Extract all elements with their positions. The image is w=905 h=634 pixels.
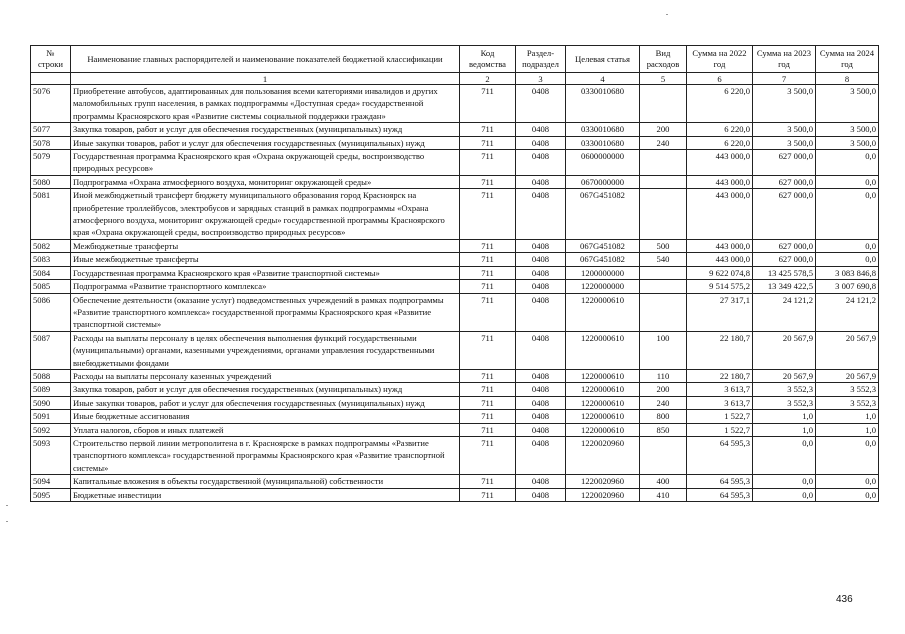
row-number: 5087: [31, 331, 71, 369]
header-section: Раздел-подраздел: [516, 46, 566, 73]
table-row: [31, 423, 879, 436]
section-code: 0408: [516, 123, 566, 136]
section-code: 0408: [516, 175, 566, 188]
expense-type: 110: [640, 369, 687, 382]
amount-2024: 24 121,2: [816, 293, 879, 331]
row-name: Иные бюджетные ассигнования: [71, 410, 460, 423]
department-code: 711: [460, 383, 516, 396]
expense-type: [640, 85, 687, 123]
department-code: 711: [460, 280, 516, 293]
expense-type: 400: [640, 475, 687, 488]
row-name: Расходы на выплаты персоналу в целях обеспечения выполнения функций государственными (муниципальными) органами, казенными учреждениями, органами управления государственными внебюджетными фондами: [71, 331, 460, 369]
target-article: 1220020960: [566, 475, 640, 488]
expense-type: [640, 175, 687, 188]
table-row: [31, 266, 879, 279]
target-article: 0330010680: [566, 85, 640, 123]
section-code: 0408: [516, 396, 566, 409]
amount-2022: 1 522,7: [687, 423, 753, 436]
target-article: 0600000000: [566, 150, 640, 176]
header-amount-2024: Сумма на 2024 год: [816, 46, 879, 73]
department-code: 711: [460, 253, 516, 266]
amount-2022: 1 522,7: [687, 410, 753, 423]
amount-2024: 3 552,3: [816, 396, 879, 409]
amount-2022: 443 000,0: [687, 150, 753, 176]
row-number: 5079: [31, 150, 71, 176]
row-name: Иной межбюджетный трансферт бюджету муниципального образования город Красноярск на приобретение троллейбусов, электробусов и зарядных станций в рамках подпрограммы «Охрана атмосферного воздуха, мониторинг окружающей среды» государственной программы Красноярского края «Охрана окружающей среды, воспроизводство природных ресурсов»: [71, 189, 460, 240]
row-name: Иные межбюджетные трансферты: [71, 253, 460, 266]
expense-type: [640, 189, 687, 240]
section-code: 0408: [516, 331, 566, 369]
row-number: 5088: [31, 369, 71, 382]
section-code: 0408: [516, 488, 566, 501]
row-name: Уплата налогов, сборов и иных платежей: [71, 423, 460, 436]
row-number: 5076: [31, 85, 71, 123]
department-code: 711: [460, 488, 516, 501]
amount-2022: 443 000,0: [687, 239, 753, 252]
amount-2024: 3 500,0: [816, 123, 879, 136]
target-article: 1220000000: [566, 280, 640, 293]
row-number: 5083: [31, 253, 71, 266]
amount-2023: 1,0: [753, 423, 816, 436]
section-code: 0408: [516, 150, 566, 176]
table-row: [31, 436, 879, 474]
column-index: 3: [516, 73, 566, 85]
amount-2023: 24 121,2: [753, 293, 816, 331]
target-article: 1220020960: [566, 436, 640, 474]
table-row: [31, 150, 879, 176]
amount-2023: 20 567,9: [753, 369, 816, 382]
table-row: [31, 123, 879, 136]
row-name: Строительство первой линии метрополитена в г. Красноярске в рамках подпрограммы «Развитие транспортного комплекса» государственной программы Красноярского края «Развитие транспортной системы»: [71, 436, 460, 474]
section-code: 0408: [516, 266, 566, 279]
department-code: 711: [460, 423, 516, 436]
section-code: 0408: [516, 475, 566, 488]
section-code: 0408: [516, 383, 566, 396]
amount-2023: 3 500,0: [753, 123, 816, 136]
expense-type: 540: [640, 253, 687, 266]
row-number: 5092: [31, 423, 71, 436]
target-article: 1220000610: [566, 423, 640, 436]
table-row: [31, 331, 879, 369]
target-article: 0330010680: [566, 123, 640, 136]
target-article: 1220000610: [566, 369, 640, 382]
amount-2022: 22 180,7: [687, 369, 753, 382]
column-index: 6: [687, 73, 753, 85]
header-department-code: Код ведомства: [460, 46, 516, 73]
section-code: 0408: [516, 369, 566, 382]
row-name: Подпрограмма «Охрана атмосферного воздуха, мониторинг окружающей среды»: [71, 175, 460, 188]
section-code: 0408: [516, 239, 566, 252]
amount-2024: 0,0: [816, 488, 879, 501]
amount-2024: 20 567,9: [816, 369, 879, 382]
target-article: 1220000610: [566, 383, 640, 396]
amount-2024: 1,0: [816, 423, 879, 436]
department-code: 711: [460, 239, 516, 252]
table-row: [31, 189, 879, 240]
expense-type: [640, 436, 687, 474]
table-row: [31, 396, 879, 409]
amount-2022: 6 220,0: [687, 136, 753, 149]
department-code: 711: [460, 396, 516, 409]
amount-2022: 3 613,7: [687, 396, 753, 409]
expense-type: [640, 266, 687, 279]
header-row: [31, 46, 879, 73]
amount-2023: 13 425 578,5: [753, 266, 816, 279]
row-name: Государственная программа Красноярского края «Охрана окружающей среды, воспроизводство природных ресурсов»: [71, 150, 460, 176]
target-article: 067G451082: [566, 253, 640, 266]
column-index: 8: [816, 73, 879, 85]
row-name: Обеспечение деятельности (оказание услуг) подведомственных учреждений в рамках подпрограммы «Развитие транспортного комплекса» государственной программы Красноярского края «Развитие транспортной системы»: [71, 293, 460, 331]
amount-2023: 1,0: [753, 410, 816, 423]
header-name: Наименование главных распорядителей и наименование показателей бюджетной классификации: [71, 46, 460, 73]
department-code: 711: [460, 150, 516, 176]
amount-2024: 0,0: [816, 475, 879, 488]
target-article: 1220020960: [566, 488, 640, 501]
row-name: Иные закупки товаров, работ и услуг для обеспечения государственных (муниципальных) нужд: [71, 136, 460, 149]
table-row: [31, 369, 879, 382]
row-number: 5090: [31, 396, 71, 409]
amount-2023: 627 000,0: [753, 239, 816, 252]
expense-type: 850: [640, 423, 687, 436]
expense-type: 500: [640, 239, 687, 252]
section-code: 0408: [516, 410, 566, 423]
target-article: 0670000000: [566, 175, 640, 188]
table-row: [31, 253, 879, 266]
amount-2024: 0,0: [816, 253, 879, 266]
target-article: 067G451082: [566, 189, 640, 240]
column-index: 1: [71, 73, 460, 85]
section-code: 0408: [516, 436, 566, 474]
budget-table: [30, 45, 879, 502]
section-code: 0408: [516, 136, 566, 149]
department-code: 711: [460, 331, 516, 369]
table-row: [31, 475, 879, 488]
amount-2024: 0,0: [816, 436, 879, 474]
amount-2022: 6 220,0: [687, 123, 753, 136]
header-amount-2022: Сумма на 2022 год: [687, 46, 753, 73]
target-article: 067G451082: [566, 239, 640, 252]
amount-2023: 3 552,3: [753, 396, 816, 409]
amount-2023: 13 349 422,5: [753, 280, 816, 293]
target-article: 1220000610: [566, 410, 640, 423]
header-row-number: № строки: [31, 46, 71, 73]
department-code: 711: [460, 293, 516, 331]
row-number: 5080: [31, 175, 71, 188]
section-code: 0408: [516, 280, 566, 293]
section-code: 0408: [516, 189, 566, 240]
amount-2023: 3 500,0: [753, 85, 816, 123]
amount-2023: 0,0: [753, 475, 816, 488]
amount-2022: 9 514 575,2: [687, 280, 753, 293]
page-number: 436: [836, 594, 853, 605]
amount-2024: 3 552,3: [816, 383, 879, 396]
target-article: 1220000610: [566, 331, 640, 369]
table-row: [31, 175, 879, 188]
department-code: 711: [460, 136, 516, 149]
column-index: 7: [753, 73, 816, 85]
department-code: 711: [460, 369, 516, 382]
amount-2024: 3 007 690,8: [816, 280, 879, 293]
row-name: Государственная программа Красноярского края «Развитие транспортной системы»: [71, 266, 460, 279]
section-code: 0408: [516, 423, 566, 436]
target-article: 0330010680: [566, 136, 640, 149]
row-number: 5091: [31, 410, 71, 423]
amount-2024: 0,0: [816, 175, 879, 188]
column-index: 2: [460, 73, 516, 85]
expense-type: 240: [640, 136, 687, 149]
header-target-article: Целевая статья: [566, 46, 640, 73]
row-number: 5082: [31, 239, 71, 252]
column-index-row: [31, 73, 879, 85]
expense-type: [640, 293, 687, 331]
table-row: [31, 410, 879, 423]
table-row: [31, 293, 879, 331]
amount-2022: 27 317,1: [687, 293, 753, 331]
row-number: 5078: [31, 136, 71, 149]
amount-2022: 443 000,0: [687, 189, 753, 240]
amount-2022: 9 622 074,8: [687, 266, 753, 279]
column-index: 5: [640, 73, 687, 85]
amount-2023: 627 000,0: [753, 175, 816, 188]
expense-type: 240: [640, 396, 687, 409]
amount-2024: 0,0: [816, 150, 879, 176]
target-article: 1220000610: [566, 293, 640, 331]
amount-2023: 627 000,0: [753, 150, 816, 176]
column-index: 4: [566, 73, 640, 85]
row-number: 5081: [31, 189, 71, 240]
row-number: 5089: [31, 383, 71, 396]
amount-2023: 20 567,9: [753, 331, 816, 369]
department-code: 711: [460, 85, 516, 123]
table-row: [31, 239, 879, 252]
table-row: [31, 136, 879, 149]
row-name: Подпрограмма «Развитие транспортного комплекса»: [71, 280, 460, 293]
row-name: Межбюджетные трансферты: [71, 239, 460, 252]
table-row: [31, 488, 879, 501]
amount-2023: 3 552,3: [753, 383, 816, 396]
amount-2024: 3 500,0: [816, 85, 879, 123]
amount-2023: 0,0: [753, 436, 816, 474]
header-expense-type: Вид расходов: [640, 46, 687, 73]
amount-2024: 3 083 846,8: [816, 266, 879, 279]
expense-type: 200: [640, 123, 687, 136]
expense-type: 800: [640, 410, 687, 423]
column-index: [31, 73, 71, 85]
expense-type: [640, 280, 687, 293]
row-number: 5085: [31, 280, 71, 293]
row-name: Капитальные вложения в объекты государственной (муниципальной) собственности: [71, 475, 460, 488]
table-row: [31, 280, 879, 293]
amount-2024: 1,0: [816, 410, 879, 423]
target-article: 1220000610: [566, 396, 640, 409]
amount-2022: 22 180,7: [687, 331, 753, 369]
department-code: 711: [460, 189, 516, 240]
expense-type: 200: [640, 383, 687, 396]
amount-2023: 0,0: [753, 488, 816, 501]
row-number: 5077: [31, 123, 71, 136]
amount-2022: 443 000,0: [687, 175, 753, 188]
amount-2024: 20 567,9: [816, 331, 879, 369]
amount-2023: 627 000,0: [753, 189, 816, 240]
expense-type: 410: [640, 488, 687, 501]
row-name: Закупка товаров, работ и услуг для обеспечения государственных (муниципальных) нужд: [71, 383, 460, 396]
row-number: 5093: [31, 436, 71, 474]
section-code: 0408: [516, 293, 566, 331]
row-number: 5095: [31, 488, 71, 501]
table-row: [31, 383, 879, 396]
amount-2024: 0,0: [816, 239, 879, 252]
section-code: 0408: [516, 85, 566, 123]
department-code: 711: [460, 266, 516, 279]
table-row: [31, 85, 879, 123]
amount-2022: 64 595,3: [687, 436, 753, 474]
section-code: 0408: [516, 253, 566, 266]
row-name: Расходы на выплаты персоналу казенных учреждений: [71, 369, 460, 382]
row-number: 5084: [31, 266, 71, 279]
amount-2022: 64 595,3: [687, 488, 753, 501]
expense-type: [640, 150, 687, 176]
row-name: Приобретение автобусов, адаптированных для пользования всеми категориями инвалидов и других маломобильных групп населения, в рамках подпрограммы «Доступная среда» государственной программы Красноярского края «Развитие системы социальной поддержки граждан»: [71, 85, 460, 123]
header-amount-2023: Сумма на 2023 год: [753, 46, 816, 73]
target-article: 1200000000: [566, 266, 640, 279]
department-code: 711: [460, 175, 516, 188]
amount-2024: 3 500,0: [816, 136, 879, 149]
amount-2023: 627 000,0: [753, 253, 816, 266]
department-code: 711: [460, 123, 516, 136]
row-name: Закупка товаров, работ и услуг для обеспечения государственных (муниципальных) нужд: [71, 123, 460, 136]
row-number: 5086: [31, 293, 71, 331]
row-number: 5094: [31, 475, 71, 488]
department-code: 711: [460, 436, 516, 474]
amount-2022: 6 220,0: [687, 85, 753, 123]
department-code: 711: [460, 475, 516, 488]
expense-type: 100: [640, 331, 687, 369]
department-code: 711: [460, 410, 516, 423]
amount-2022: 64 595,3: [687, 475, 753, 488]
row-name: Бюджетные инвестиции: [71, 488, 460, 501]
row-name: Иные закупки товаров, работ и услуг для обеспечения государственных (муниципальных) нужд: [71, 396, 460, 409]
amount-2022: 443 000,0: [687, 253, 753, 266]
amount-2023: 3 500,0: [753, 136, 816, 149]
amount-2022: 3 613,7: [687, 383, 753, 396]
amount-2024: 0,0: [816, 189, 879, 240]
